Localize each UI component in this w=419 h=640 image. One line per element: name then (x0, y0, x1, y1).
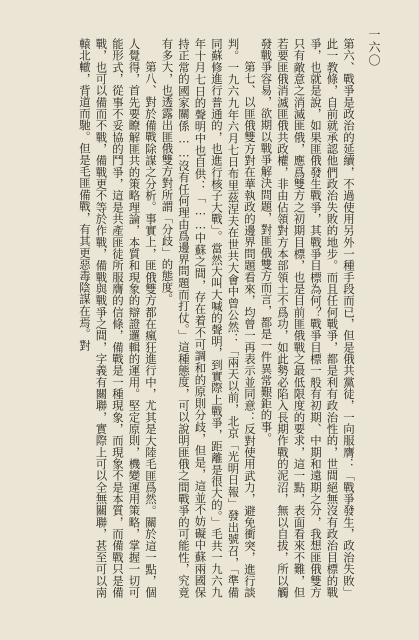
paragraph-seventh-point: 第七、以匪俄雙方對在華執政的邊界問題看來，均曾一再表示並同意：反對使用武力，避免衝突，進行談判。一九六九年六月七日布里茲涅夫在世共大會中曾公然：「兩天以前，北京「光明日報」發出號召，「準備同蘇修進行普通的，也進行核子大戰」。當然大叫大喊的聲明，到實際上戰爭，距離是很大的。」毛共一九六九年十月七日的聲明中也自供：「……中蘇之間，存在着不可調和的原則分歧，但是，這並不妨礙中蘇兩國保持正常的國家關係……沒有任何理由爲邊界問題而打仗。」這種態度，可以說明匪俄之間戰爭的可能性，究竟有多大，也透露出匪俄雙方對所謂「分歧」的態度。 (160, 38, 257, 598)
body-text (57, 38, 357, 598)
page-number: 一六〇 (367, 28, 381, 67)
paragraph-sixth-point: 第六、戰爭是政治的延續，不過使用另外一種手段而已，但是俄共黨徒，一向服膺：「戰爭發生，政治失敗」此一教條，自前就承認他們政治失敗的地步。而且任何戰爭，都是利有政治性的，世間絕無沒有政治目標的戰爭，也就是說，如果匪俄發生戰爭，其戰爭目標為何？戰爭目標一般有初期、中期和遠期之分，我想匪俄雙方只有敵意之消滅匪俄，應爲雙方之初期目標，也是目前匪俄戰之最低限度的要求，這一點，表面看來不難，但若要匪俄消滅匪俄共政權，非由佔領對方本部領土不爲功，如此勢必陷入長期作戰的泥沼，無以自拔，所以觸發戰爭容易，欲期以戰爭解決問題，對匪俄雙方而言，都是一件異常艱鉅的事。 (259, 38, 356, 598)
paragraph-eighth-point: 第八、對於備戰除謀之分析。事實上，匪俄雙方都在瘋狂進行中，尤其是大陸毛匪爲然。關於這一點，個人覺得，首先要瞭解匪共的策略理論，本質和現象的辯證邏輯的運用。堅定原則，機變運用策略，掌握一切可能形式，從事不妥協的鬥爭，這是共產匪徒所服膺的信條，備戰是一種現象，而現象不是本質，而備戰只是備戰，也可以備而不戰，備戰更不等於作戰，備戰與戰爭之間，字義有關聯，實際上可以全無關聯，甚至可以南轅北轍，背道而馳。但是毛匪備戰，有其更惡毒陰謀在焉。對 (78, 38, 158, 598)
